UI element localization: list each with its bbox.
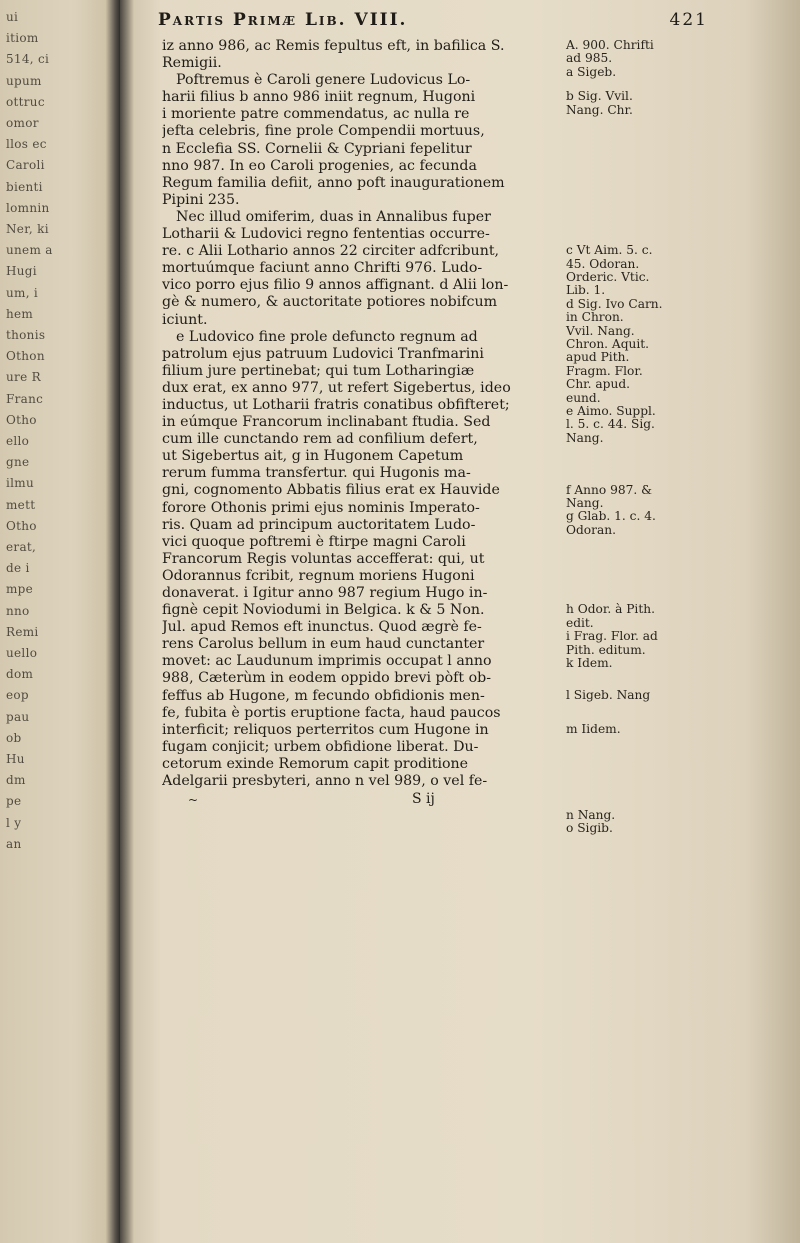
facing-page-fragment: upum (6, 73, 42, 88)
text-line: patrolum ejus patruum Ludovici Tranfmarini (162, 345, 484, 362)
running-header (158, 10, 718, 30)
main-text-column (162, 38, 554, 790)
marginal-note-line: m Iidem. (566, 722, 621, 736)
facing-page-fragment: mpe (6, 582, 34, 597)
marginal-note-line: A. 900. Chrifti (566, 38, 654, 52)
facing-page-fragment: Otho (6, 518, 37, 533)
marginal-note-line: Odoran. (566, 522, 616, 537)
text-line: nno 987. In eo Caroli progenies, ac fecunda (162, 157, 477, 174)
facing-page-fragment: llos ec (6, 137, 47, 152)
text-line: Remigii. (162, 55, 222, 72)
text-line: jefta celebris, fine prole Compendii mortuus, (162, 123, 485, 140)
facing-page-fragment: Ner, ki (6, 222, 49, 236)
facing-page-fragment: lomnin (6, 200, 50, 215)
facing-page-fragment: um, i (6, 285, 39, 300)
facing-page-fragment: an (6, 836, 22, 851)
book-page (120, 0, 800, 1243)
text-line: re. c Alii Lothario annos 22 circiter adfcribunt, (162, 243, 500, 260)
marginal-note-line: Pith. editum. (566, 642, 646, 657)
marginal-note-line: Orderic. Vtic. (566, 270, 650, 284)
marginal-note (566, 723, 786, 736)
marginal-note-line: Nang. Chr. (566, 102, 633, 117)
facing-page-fragment: ure R (6, 370, 41, 385)
text-line: Lotharii & Ludovici regno fententias occurre- (162, 226, 490, 243)
text-line: Poftremus è Caroli genere Ludovicus Lo- (176, 72, 471, 89)
marginal-note-line: e Aimo. Suppl. (566, 404, 656, 419)
facing-page-fragment: pe (6, 794, 22, 809)
text-line: Nec illud omiferim, duas in Annalibus fuper (176, 208, 491, 225)
facing-page-strip (0, 0, 120, 1243)
marginal-note-line: a Sigeb. (566, 64, 617, 79)
text-line: cum ille cunctando rem ad confilium defert, (162, 431, 478, 448)
facing-page-fragment: nno (6, 603, 30, 618)
facing-page-fragment: omor (6, 116, 39, 130)
marginal-note-line: Fragm. Flor. (566, 363, 643, 378)
text-line: Pipini 235. (162, 191, 240, 208)
page-number: 421 (669, 10, 708, 30)
text-line: fe, fubita è portis eruptione facta, haud paucos (162, 704, 501, 721)
marginal-note-line: b Sig. Vvil. (566, 89, 633, 104)
text-line: Francorum Regis voluntas accefferat: qui, ut (162, 550, 485, 567)
facing-page-fragment: Franc (6, 391, 44, 406)
page-dash: ~ (188, 793, 199, 807)
text-line: ut Sigebertus ait, g in Hugonem Capetum (162, 448, 464, 465)
marginal-note-line: d Sig. Ivo Carn. (566, 296, 663, 311)
facing-page-fragment: ilmu (6, 476, 34, 491)
marginal-note-line: l Sigeb. Nang (566, 687, 651, 702)
text-line: i moriente patre commendatus, ac nulla re (162, 106, 470, 123)
text-line: in eúmque Francorum inclinabant ftudia. Sed (162, 414, 491, 431)
marginal-note-line: f Anno 987. & (566, 482, 652, 497)
facing-page-fragment: Otho (6, 412, 37, 427)
marginal-note-line: l. 5. c. 44. Sig. (566, 417, 655, 432)
text-line: Adelgarii presbyteri, anno n vel 989, o vel fe- (162, 773, 488, 790)
text-line: Odorannus fcribit, regnum moriens Hugoni (162, 567, 475, 584)
facing-page-fragment: eop (6, 688, 29, 703)
marginal-note-line: edit. (566, 615, 594, 630)
facing-page-fragment: Hu (6, 752, 25, 766)
marginal-note-line: Chron. Aquit. (566, 337, 650, 352)
gutter-shadow (120, 0, 134, 1243)
text-line: ris. Quam ad principum auctoritatem Ludo- (162, 516, 476, 533)
text-line: 988, Cæterùm in eodem oppido brevi pòft ob- (162, 670, 492, 687)
facing-page-fragment: unem a (6, 243, 53, 258)
text-line: vico porro ejus filio 9 annos affignant. d Alii lon- (162, 277, 509, 294)
marginal-note (566, 90, 786, 117)
text-line: Regum familia defiit, anno poft inaugurationem (162, 174, 505, 191)
text-line: interficit; reliquos perterritos cum Hugone in (162, 721, 489, 738)
facing-page-fragment: thonis (6, 328, 46, 342)
marginal-note-line: Nang. (566, 496, 604, 510)
marginal-note-line: Lib. 1. (566, 283, 606, 298)
text-line: fugam conjicit; urbem obfidione liberat. Du- (162, 738, 479, 755)
text-line: fignè cepit Noviodumi in Belgica. k & 5 Non. (162, 602, 485, 619)
marginal-note-line: o Sigib. (566, 820, 613, 835)
text-line: Jul. apud Remos eft inunctus. Quod ægrè fe- (162, 619, 482, 636)
signature-mark: S ij (412, 791, 435, 807)
marginal-note (566, 484, 786, 538)
facing-page-fragment: gne (6, 455, 30, 470)
text-line: e Ludovico fine prole defuncto regnum ad (176, 328, 478, 345)
facing-page-fragment: Othon (6, 349, 45, 364)
text-line: filium jure pertinebat; qui tum Lotharingiæ (162, 362, 475, 379)
marginal-note-line: Chr. apud. (566, 377, 631, 392)
text-line: iciunt. (162, 311, 208, 328)
text-line: gè & numero, & auctoritate potiores nobifcum (162, 294, 498, 311)
marginal-note-line: in Chron. (566, 310, 624, 325)
marginal-note-line: eund. (566, 390, 601, 405)
facing-page-fragment: mett (6, 497, 36, 512)
facing-page-fragment: ello (6, 434, 30, 448)
text-line: feffus ab Hugone, m fecundo obfidionis men- (162, 687, 485, 704)
marginal-note-line: apud Pith. (566, 350, 630, 365)
text-line: n Ecclefia SS. Cornelii & Cypriani fepelitur (162, 140, 472, 157)
marginal-note (566, 39, 786, 79)
text-line: gni, cognomento Abbatis filius erat ex Hauvide (162, 482, 500, 499)
marginal-note-line: Vvil. Nang. (566, 323, 635, 338)
facing-page-fragment: Caroli (6, 158, 45, 173)
text-line: inductus, ut Lotharii fratris conatibus obfifteret; (162, 396, 510, 413)
facing-page-fragment: Hugi (6, 264, 37, 279)
marginal-note-line: Nang. (566, 430, 604, 445)
text-line: mortuúmque faciunt anno Chrifti 976. Ludo- (162, 260, 483, 277)
marginal-note-line: ad 985. (566, 51, 613, 66)
text-line: movet: ac Laudunum imprimis occupat l anno (162, 653, 492, 670)
marginal-note (566, 603, 786, 670)
facing-page-fragment: bienti (6, 179, 43, 194)
text-line: donaverat. i Igitur anno 987 regium Hugo in- (162, 585, 488, 601)
marginal-note-line: g Glab. 1. c. 4. (566, 509, 656, 524)
marginal-note-line: h Odor. à Pith. (566, 602, 655, 617)
facing-page-fragment: dm (6, 773, 26, 788)
facing-page-fragment: ottruc (6, 94, 45, 109)
marginal-note (566, 244, 786, 445)
marginal-note (566, 689, 786, 702)
text-line: vici quoque poftremi è ftirpe magni Caroli (162, 533, 466, 550)
text-line: forore Othonis primi ejus nominis Imperato- (162, 499, 480, 516)
facing-page-fragment: uello (6, 646, 38, 660)
facing-page-fragment: pau (6, 709, 30, 724)
facing-page-fragment: l y (6, 815, 22, 830)
marginal-note-line: i Frag. Flor. ad (566, 629, 658, 644)
marginal-note-line: n Nang. (566, 807, 616, 822)
text-line: cetorum exinde Remorum capit proditione (162, 755, 469, 772)
marginal-note-line: 45. Odoran. (566, 256, 640, 271)
facing-page-fragment: itiom (6, 31, 39, 46)
marginal-note-line: c Vt Aim. 5. c. (566, 243, 653, 258)
text-line: dux erat, ex anno 977, ut refert Sigebertus, ideo (162, 379, 511, 396)
facing-page-fragment: erat, (6, 540, 37, 554)
text-line: rens Carolus bellum in eum haud cunctanter (162, 636, 485, 653)
facing-page-fragment: 514, ci (6, 52, 50, 67)
text-line: harii filius b anno 986 iniit regnum, Hugoni (162, 89, 476, 106)
marginal-note-line: k Idem. (566, 655, 613, 670)
facing-page-fragment: Remi (6, 624, 39, 639)
facing-page-fragment: de i (6, 561, 30, 576)
text-line: iz anno 986, ac Remis fepultus eft, in bafilica S. (162, 38, 505, 54)
running-title: Partis Primæ Lib. VIII. (158, 10, 408, 30)
facing-page-fragment: ob (6, 730, 22, 745)
facing-page-fragment: ui (6, 10, 19, 24)
facing-page-fragment: hem (6, 306, 34, 321)
facing-page-fragment: dom (6, 667, 34, 682)
text-line: rerum fumma transfertur. qui Hugonis ma- (162, 465, 471, 482)
marginal-note (566, 809, 786, 836)
